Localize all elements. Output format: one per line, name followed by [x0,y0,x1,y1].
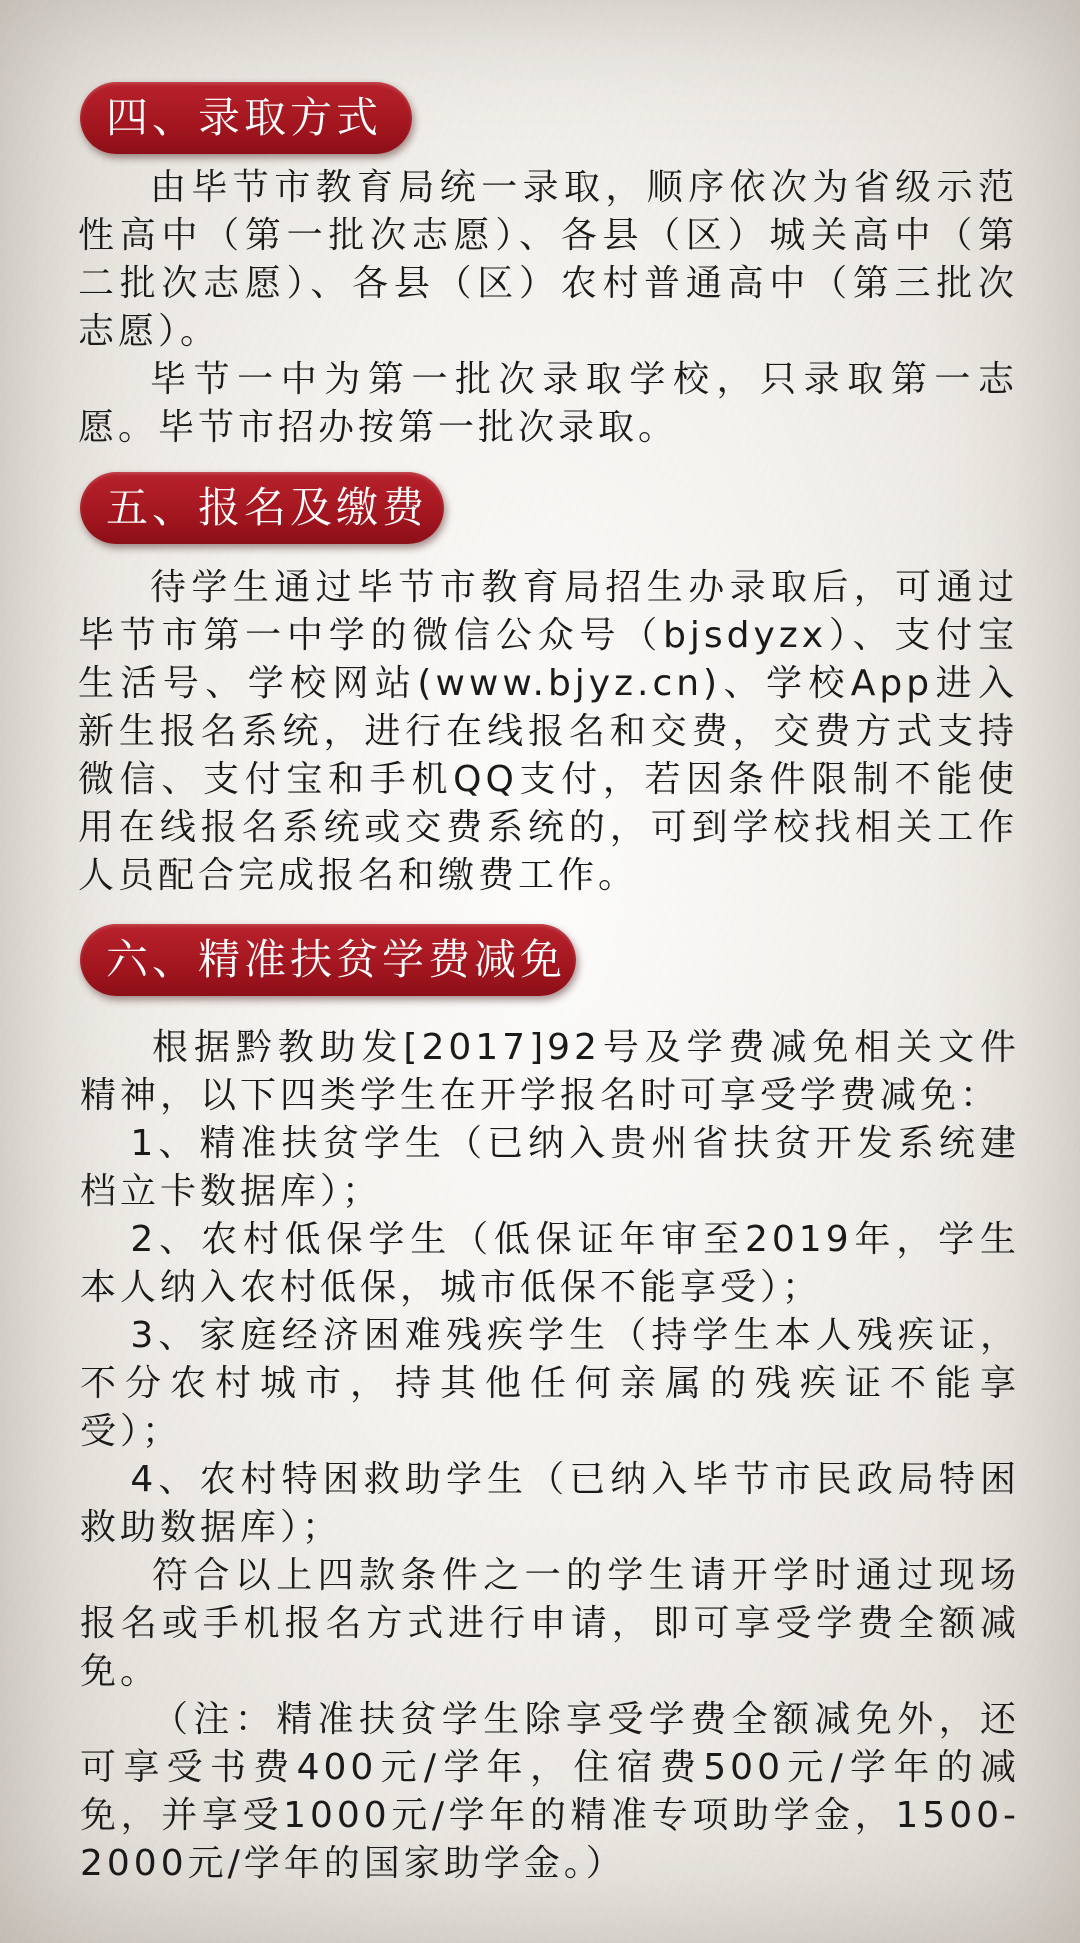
list-item: 3、家庭经济困难残疾学生（持学生本人残疾证，不分农村城市，持其他任何亲属的残疾证不能享受）； [80,1315,1020,1452]
section-heading-registration: 五、报名及缴费 [80,472,444,544]
paragraph: 符合以上四款条件之一的学生请开学时通过现场报名或手机报名方式进行申请，即可享受学费全额减免。 [80,1555,1020,1692]
note-paragraph: （注：精准扶贫学生除享受学费全额减免外，还可享受书费400元/学年，住宿费500元/学年的减免，并享受1000元/学年的精准专项助学金，1500-2000元/学年的国家助学金。） [80,1699,1020,1884]
list-item: 1、精准扶贫学生（已纳入贵州省扶贫开发系统建档立卡数据库）； [80,1123,1020,1212]
section-body-admission [78,164,1018,452]
section-body-registration [78,564,1018,900]
section-heading-admission: 四、录取方式 [80,82,412,154]
list-item: 4、农村特困救助学生（已纳入毕节市民政局特困救助数据库）； [80,1459,1020,1548]
section-heading-tuition-waiver: 六、精准扶贫学费减免 [80,924,576,996]
paragraph: 由毕节市教育局统一录取，顺序依次为省级示范性高中（第一批次志愿）、各县（区）城关高中（第二批次志愿）、各县（区）农村普通高中（第三批次志愿）。 [78,167,1018,352]
paragraph: 毕节一中为第一批次录取学校，只录取第一志愿。毕节市招办按第一批次录取。 [78,359,1018,448]
paragraph: 待学生通过毕节市教育局招生办录取后，可通过毕节市第一中学的微信公众号（bjsdyzx）、支付宝生活号、学校网站(www.bjyz.cn)、学校App进入新生报名系统，进行在线报名和交费，交费方式支持微信、支付宝和手机QQ支付，若因条件限制不能使用在线报名系统或交费系统的，可到学校找相关工作人员配合完成报名和缴费工作。 [78,567,1018,896]
section-body-tuition-waiver [80,1024,1020,1888]
paragraph: 根据黔教助发[2017]92号及学费减免相关文件精神，以下四类学生在开学报名时可享受学费减免： [80,1027,1020,1116]
list-item: 2、农村低保学生（低保证年审至2019年，学生本人纳入农村低保，城市低保不能享受）； [80,1219,1020,1308]
